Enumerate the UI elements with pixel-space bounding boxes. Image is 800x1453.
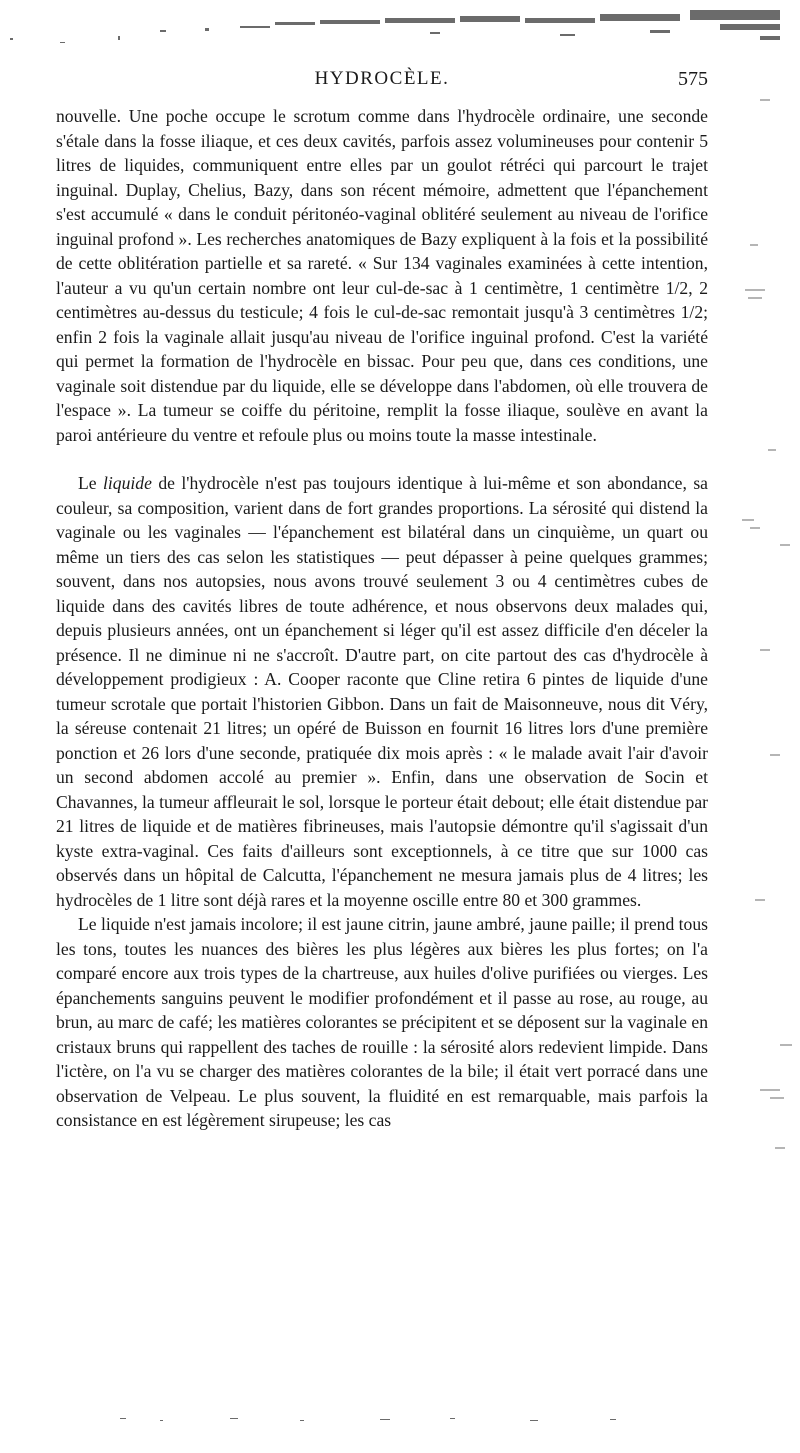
running-head (56, 68, 708, 96)
page-number: 575 (678, 68, 708, 90)
italic-term: liquide (103, 473, 152, 493)
scan-noise-margin (740, 0, 800, 1453)
body-text (56, 104, 708, 1133)
paragraph (56, 912, 708, 1133)
scan-noise-bottom (100, 1410, 700, 1430)
running-title: HYDROCÈLE. (314, 68, 450, 89)
text-run: Le (78, 473, 104, 493)
paragraph (56, 104, 708, 447)
text-run: de l'hydrocèle n'est pas toujours identique à lui-même et son abondance, sa couleur, sa composition, varient dans de fort grandes proportions. La sérosité qui distend la vaginale ou les vaginales — l'épanchement est bilatéral dans un cinquième, un quart ou même un tiers des cas selon les statistiques — peut dépasser à peine quelques grammes; souvent, dans nos autopsies, nous avons trouvé seulement 3 ou 4 centimètres cubes de liquide dans des cavités libres de toute adhérence, et nous observons deux malades qui, depuis plusieurs années, ont un épanchement si léger qu'il est assez difficile d'en déceler la présence. Il ne diminue ni ne s'accroît. D'autre part, on cite partout des cas d'hydrocèle à développement prodigieux : A. Cooper raconte que Cline retira 6 pintes de liquide d'une tumeur scrotale que portait l'historien Gibbon. Dans un fait de Maisonneuve, nous dit Véry, la séreuse contenait 21 litres; un opéré de Buisson en fournit 16 litres lors d'une première ponction et 26 lors d'une seconde, pratiquée dix mois après : « le malade avait l'air d'avoir un second abdomen accolé au premier ». Enfin, dans une observation de Socin et Chavannes, la tumeur affleurait le sol, lorsque le porteur était debout; elle était distendue par 21 litres de liquide et de matières fibrineuses, mais l'autopsie démontre qu'il s'agissait d'un kyste extra-vaginal. Ces faits d'ailleurs sont exceptionnels, à ce titre que sur 1000 cas observés dans un hôpital de Calcutta, l'épanchement ne mesura jamais plus de 4 litres; les hydrocèles de 1 litre sont déjà rares et la moyenne oscille entre 80 et 300 grammes. (56, 473, 708, 910)
paragraph-gap (56, 447, 708, 471)
text-run: nouvelle. Une poche occupe le scrotum comme dans l'hydrocèle ordinaire, une seconde s'étale dans la fosse iliaque, et ces deux cavités, parfois assez volumineuses pour contenir 5 litres de liquides, communiquent entre elles par un goulot rétréci qui parcourt le trajet inguinal. Duplay, Chelius, Bazy, dans son récent mémoire, admettent que l'épanchement s'est accumulé « dans le conduit péritonéo-vaginal oblitéré seulement au niveau de l'orifice inguinal profond ». Les recherches anatomiques de Bazy expliquent à la fois et la possibilité de cette oblitération partielle et sa rareté. « Sur 134 vaginales examinées à cette intention, l'auteur a vu qu'un certain nombre ont leur cul-de-sac à 1 centimètre, 1 centimètre 1/2, 2 centimètres au-dessus du testicule; 4 fois le cul-de-sac remontait jusqu'à 3 centimètres 1/2; enfin 2 fois la vaginale allait jusqu'au niveau de l'orifice inguinal profond. C'est la variété qui permet la formation de l'hydrocèle en bissac. Pour peu que, dans ces conditions, une vaginale soit distendue par du liquide, elle se développe dans l'abdomen, où elle trouvera de l'espace ». La tumeur se coiffe du péritoine, remplit la fosse iliaque, soulève en avant la paroi antérieure du ventre et refoule plus ou moins toute la masse intestinale. (56, 106, 708, 445)
text-run: Le liquide n'est jamais incolore; il est jaune citrin, jaune ambré, jaune paille; il prend tous les tons, toutes les nuances des bières les plus légères aux bières les plus fortes; on l'a comparé encore aux trois types de la chartreuse, aux huiles d'olive purifiées ou vierges. Les épanchements sanguins peuvent le modifier profondément et il passe au rose, au rouge, au brun, au marc de café; les matières colorantes se précipitent et se déposent sur la vaginale en cristaux bruns qui rappellent des taches de rouille : la sérosité alors redevient limpide. Dans l'ictère, on l'a vu se charger des matières colorantes de la bile; il était vert porracé dans une observation de Velpeau. Le plus souvent, la fluidité en est remarquable, mais parfois la consistance en est légèrement sirupeuse; les cas (56, 914, 708, 1130)
scan-noise-top (0, 0, 800, 60)
paragraph (56, 471, 708, 912)
